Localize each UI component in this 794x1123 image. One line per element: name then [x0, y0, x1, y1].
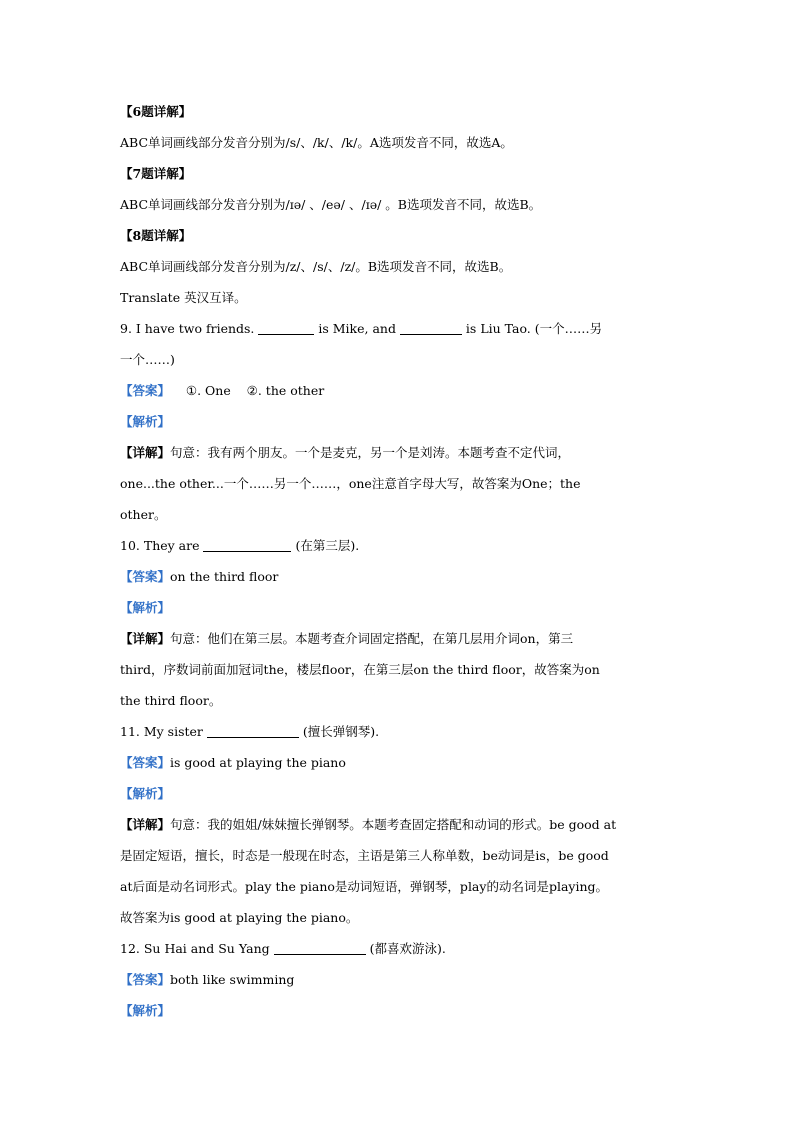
q9-answer [120, 379, 680, 410]
q10-detail-2: third，序数词前面加冠词the，楼层floor，在第三层on the third floor，故答案为on [120, 662, 600, 677]
q11-text-2: (擅长弹钢琴). [298, 724, 380, 739]
detail-label: 【详解】 [120, 631, 171, 646]
q9-text-1: 9. I have two friends. [120, 321, 259, 336]
q11-question [120, 720, 680, 751]
q7-explanation: ABC单词画线部分发音分别为/ɪə/ 、/eə/ 、/ɪə/ 。B选项发音不同，故选B。 [120, 197, 542, 212]
q10-question [120, 534, 680, 565]
q10-detail-1 [120, 627, 680, 658]
q12-answer-text: both like swimming [170, 972, 295, 987]
q11-detail-text-1: 句意：我的姐姐/妹妹擅长弹钢琴。本题考查固定搭配和动词的形式。be good at [170, 817, 617, 832]
q8-heading: 【8题详解】 [120, 228, 192, 243]
q9-detail-1 [120, 441, 680, 472]
q10-answer [120, 565, 680, 596]
answer-label: 【答案】 [120, 569, 171, 584]
q9-detail-text-1: 句意：我有两个朋友。一个是麦克，另一个是刘涛。本题考查不定代词， [170, 445, 571, 460]
q9-question [120, 317, 680, 348]
q11-detail-2: 是固定短语，擅长，时态是一般现在时态，主语是第三人称单数，be动词是is，be good [120, 848, 609, 863]
q11-detail-3: at后面是动名词形式。play the piano是动词短语，弹钢琴，play的动名词是playing。 [120, 879, 609, 894]
q9-answer-text: ①. One ②. the other [170, 383, 325, 398]
q6-heading: 【6题详解】 [120, 104, 192, 119]
q7-heading: 【7题详解】 [120, 166, 192, 181]
q10-text-1: 10. They are [120, 538, 204, 553]
q9-detail-2: one...the other...一个……另一个……，one注意首字母大写，故答案为One；the [120, 476, 581, 491]
detail-label: 【详解】 [120, 445, 171, 460]
q8-explanation: ABC单词画线部分发音分别为/z/、/s/、/z/。B选项发音不同，故选B。 [120, 259, 512, 274]
q11-answer [120, 751, 680, 782]
q11-detail-1 [120, 813, 680, 844]
q9-blank-1 [258, 320, 314, 335]
analysis-label: 【解析】 [120, 414, 171, 429]
q11-text-1: 11. My sister [120, 724, 207, 739]
q11-answer-text: is good at playing the piano [170, 755, 346, 770]
detail-label: 【详解】 [120, 817, 171, 832]
q11-detail-4: 故答案为is good at playing the piano。 [120, 910, 359, 925]
q9-text-2: is Mike, and [314, 321, 400, 336]
analysis-label: 【解析】 [120, 786, 171, 801]
analysis-label: 【解析】 [120, 600, 171, 615]
q12-question [120, 937, 680, 968]
q10-blank [203, 537, 291, 552]
q9-question-cont: 一个……) [120, 352, 175, 367]
q10-text-2: (在第三层). [291, 538, 360, 553]
q9-text-3: is Liu Tao. (一个……另 [461, 321, 603, 336]
q10-detail-text-1: 句意：他们在第三层。本题考查介词固定搭配，在第几层用介词on，第三 [170, 631, 574, 646]
answer-label: 【答案】 [120, 755, 171, 770]
q12-answer [120, 968, 680, 999]
analysis-label: 【解析】 [120, 1003, 171, 1018]
q12-blank [274, 940, 366, 955]
q9-blank-2 [400, 320, 462, 335]
section-title: Translate 英汉互译。 [120, 290, 247, 305]
q6-explanation: ABC单词画线部分发音分别为/s/、/k/、/k/。A选项发音不同，故选A。 [120, 135, 513, 150]
q10-answer-text: on the third floor [170, 569, 279, 584]
document-page [120, 100, 680, 1030]
q12-text-2: (都喜欢游泳). [365, 941, 446, 956]
q10-detail-3: the third floor。 [120, 693, 222, 708]
q9-detail-3: other。 [120, 507, 167, 522]
q11-blank [207, 723, 299, 738]
answer-label: 【答案】 [120, 383, 171, 398]
answer-label: 【答案】 [120, 972, 171, 987]
q12-text-1: 12. Su Hai and Su Yang [120, 941, 274, 956]
